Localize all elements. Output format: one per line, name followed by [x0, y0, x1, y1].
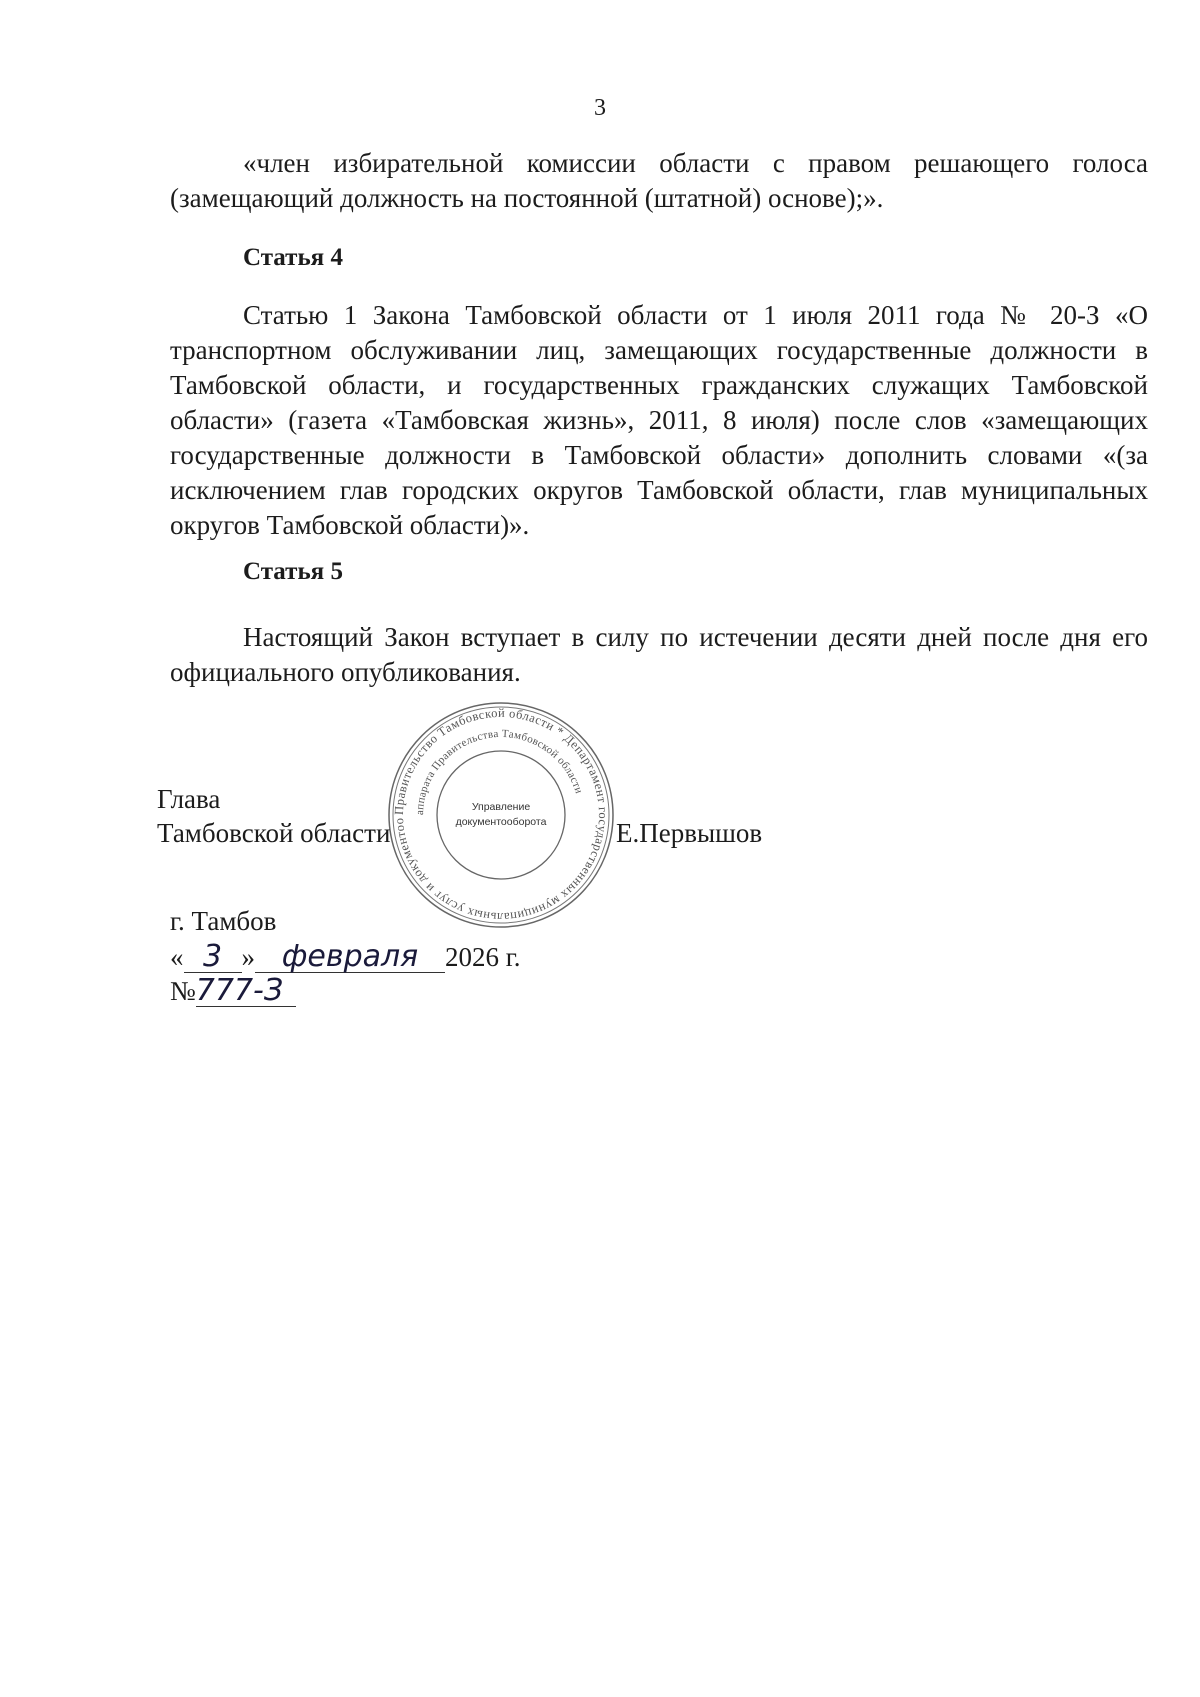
paragraph-article-5: Настоящий Закон вступает в силу по истечении десяти дней после дня его официального опубликования. [170, 622, 1148, 687]
seal-center [451, 800, 551, 830]
date-line [170, 940, 521, 975]
city-of-signing: г. Тамбов [170, 906, 277, 936]
official-seal [386, 700, 616, 930]
date-close-quote: » [241, 942, 255, 972]
date-day-handwritten: 3 [184, 942, 242, 973]
date-month-handwritten: февраля [255, 942, 445, 973]
signatory-title-line1: Глава [157, 784, 221, 814]
seal-inner-text: аппарата Правительства Тамбовской области [413, 727, 585, 816]
seal-center-line2: документооборота [455, 816, 547, 828]
paragraph-article3-end: «член избирательной комиссии области с правом решающего голоса (замещающий должность на постоянной (штатной) основе);». [170, 148, 1148, 213]
date-open-quote: « [170, 942, 184, 972]
date-year: 2026 г. [445, 942, 521, 972]
seal-outer-text: Правительство Тамбовской области * Департамент государственных муниципальных услуг и документоо [391, 705, 611, 925]
signatory-name: Е.Первышов [616, 818, 763, 848]
number-sign: № [170, 976, 196, 1006]
seal-center-line1: Управление [471, 801, 531, 813]
law-number-handwritten: 777-З [196, 976, 296, 1007]
heading-article-5: Статья 5 [243, 558, 343, 585]
law-number-line [170, 974, 296, 1009]
heading-article-4: Статья 4 [243, 244, 343, 271]
paragraph-article-4: Статью 1 Закона Тамбовской области от 1 июля 2011 года № 20-З «О транспортном обслуживании лиц, замещающих государственные должности в Тамбовской области, и государственных гражданских служащих Тамбовской области» (газета «Тамбовская жизнь», 2011, 8 июля) после слов «замещающих государственные должности в Тамбовской области» дополнить словами «(за исключением глав городских округов Тамбовской области, глав муниципальных округов Тамбовской области)». [170, 300, 1148, 540]
page-number: 3 [594, 95, 606, 121]
signatory-title-line2: Тамбовской области [157, 818, 391, 848]
